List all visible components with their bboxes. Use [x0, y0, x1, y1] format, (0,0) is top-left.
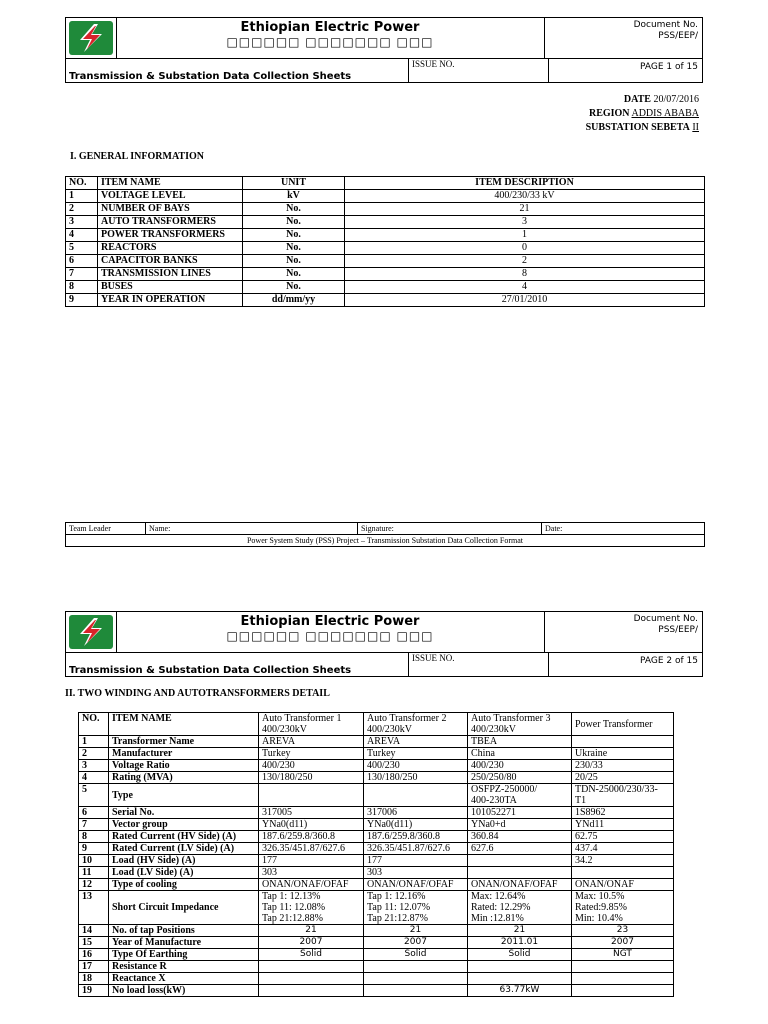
document-number-box: [544, 612, 702, 654]
cell: [259, 985, 364, 997]
section2-title: II. TWO WINDING AND AUTOTRANSFORMERS DETAIL: [65, 688, 330, 699]
table-row: [79, 843, 674, 855]
table-row: [79, 925, 674, 937]
cell: 130/180/250: [259, 772, 364, 784]
cell: 326.35/451.87/627.6: [364, 843, 468, 855]
region-label: REGION: [588, 108, 630, 119]
org-name: Ethiopian Electric Power: [240, 20, 420, 35]
cell: 2: [345, 255, 705, 268]
table-row: [79, 937, 674, 949]
cell: 3: [79, 760, 109, 772]
cell: 13: [79, 891, 109, 925]
sheet-title: Transmission & Substation Data Collection Sheets: [69, 71, 352, 82]
cell: TRANSMISSION LINES: [98, 268, 243, 281]
cell: 317005: [259, 807, 364, 819]
cell: 4: [79, 772, 109, 784]
table-row: [79, 772, 674, 784]
cell: Rated Current (HV Side) (A): [109, 831, 259, 843]
region-value: ADDIS ABABA: [631, 108, 699, 119]
table-row: [66, 255, 705, 268]
substation-name: SEBETA: [651, 122, 690, 133]
cell: 62.75: [572, 831, 674, 843]
col-header: ITEM NAME: [109, 713, 259, 736]
name-field: Name:: [146, 523, 358, 535]
cell: 19: [79, 985, 109, 997]
cell: 4: [345, 281, 705, 294]
cell: 400/230/33 kV: [345, 190, 705, 203]
table-row: [66, 268, 705, 281]
cell: 1: [66, 190, 98, 203]
cell: 2: [66, 203, 98, 216]
cell: NGT: [572, 949, 674, 961]
cell: [468, 867, 572, 879]
cell: 9: [66, 294, 98, 307]
col-header: NO.: [66, 177, 98, 190]
cell: 8: [345, 268, 705, 281]
table-row: [79, 855, 674, 867]
substation-suffix: II: [692, 122, 699, 133]
document-number-box: [544, 18, 702, 60]
cell: 1: [79, 736, 109, 748]
cell: 5: [66, 242, 98, 255]
cell: Transformer Name: [109, 736, 259, 748]
section1-title: I. GENERAL INFORMATION: [70, 151, 204, 162]
cell: ONAN/ONAF/OFAF: [259, 879, 364, 891]
cell: Type Of Earthing: [109, 949, 259, 961]
cell: [572, 985, 674, 997]
cell: 11: [79, 867, 109, 879]
table-row: [79, 867, 674, 879]
cell: 3: [66, 216, 98, 229]
cell: [468, 855, 572, 867]
cell: No load loss(kW): [109, 985, 259, 997]
cell: Rating (MVA): [109, 772, 259, 784]
doc-no-label: Document No.: [633, 20, 698, 30]
cell: kV: [243, 190, 345, 203]
cell: BUSES: [98, 281, 243, 294]
cell: Type: [109, 784, 259, 807]
table-row: [79, 748, 674, 760]
cell: 9: [79, 843, 109, 855]
cell: 18: [79, 973, 109, 985]
table-row: [66, 190, 705, 203]
org-name: Ethiopian Electric Power: [240, 614, 420, 629]
cell: NUMBER OF BAYS: [98, 203, 243, 216]
cell: AREVA: [364, 736, 468, 748]
cell: 2007: [259, 937, 364, 949]
header-row2: [66, 58, 702, 82]
cell: POWER TRANSFORMERS: [98, 229, 243, 242]
cell: Turkey: [259, 748, 364, 760]
cell: 5: [79, 784, 109, 807]
cell: AREVA: [259, 736, 364, 748]
cell: Reactance X: [109, 973, 259, 985]
cell: 8: [79, 831, 109, 843]
date-label: DATE: [623, 94, 651, 105]
cell: No.: [243, 281, 345, 294]
cell: 6: [66, 255, 98, 268]
cell: Year of Manufacture: [109, 937, 259, 949]
table-row: [79, 973, 674, 985]
cell: 437.4: [572, 843, 674, 855]
cell: 7: [66, 268, 98, 281]
cell: 250/250/80: [468, 772, 572, 784]
transformer-detail-table: [78, 712, 674, 997]
cell: 27/01/2010: [345, 294, 705, 307]
page2-header: [65, 611, 703, 677]
cell: No.: [243, 268, 345, 281]
col-header: ITEM DESCRIPTION: [345, 177, 705, 190]
table-row: [79, 949, 674, 961]
sheet-title: Transmission & Substation Data Collection Sheets: [69, 665, 352, 676]
cell: 21: [345, 203, 705, 216]
header-title-box: [116, 18, 545, 58]
cell: OSFPZ-250000/ 400-230TA: [468, 784, 572, 807]
page1-header: [65, 17, 703, 83]
project-row: [66, 535, 705, 547]
cell: 21: [259, 925, 364, 937]
page-number: PAGE 1 of 15: [640, 62, 698, 72]
cell: 1S8962: [572, 807, 674, 819]
org-name-local: □□□□□□ □□□□□□□ □□□: [226, 629, 434, 643]
cell: 4: [66, 229, 98, 242]
cell: 230/33: [572, 760, 674, 772]
cell: 3: [345, 216, 705, 229]
cell: YNa0(d11): [364, 819, 468, 831]
cell: 2011.01: [468, 937, 572, 949]
cell: YNa0(d11): [259, 819, 364, 831]
table-row: [79, 831, 674, 843]
project-title: Power System Study (PSS) Project – Transmission Substation Data Collection Format: [66, 535, 705, 547]
cell: Load (LV Side) (A): [109, 867, 259, 879]
cell: 101052271: [468, 807, 572, 819]
table-row: [66, 203, 705, 216]
col-header: Auto Transformer 1 400/230kV: [259, 713, 364, 736]
cell: Serial No.: [109, 807, 259, 819]
cell: 10: [79, 855, 109, 867]
cell: 177: [364, 855, 468, 867]
issue-no: ISSUE NO.: [408, 59, 549, 82]
cell: Tap 1: 12.16% Tap 11: 12.07% Tap 21:12.87%: [364, 891, 468, 925]
cell: 177: [259, 855, 364, 867]
cell: Solid: [364, 949, 468, 961]
page1-footer: [65, 522, 705, 547]
cell: 0: [345, 242, 705, 255]
general-info-table: [65, 176, 705, 307]
cell: Ukraine: [572, 748, 674, 760]
cell: 12: [79, 879, 109, 891]
table-header-row: [79, 713, 674, 736]
cell: VOLTAGE LEVEL: [98, 190, 243, 203]
cell: 360.84: [468, 831, 572, 843]
col-header: Auto Transformer 3 400/230kV: [468, 713, 572, 736]
cell: [468, 961, 572, 973]
header-title-box: [116, 612, 545, 652]
cell: [259, 784, 364, 807]
cell: Type of cooling: [109, 879, 259, 891]
cell: 317006: [364, 807, 468, 819]
cell: TDN-25000/230/33- T1: [572, 784, 674, 807]
cell: Solid: [468, 949, 572, 961]
cell: 6: [79, 807, 109, 819]
cell: Rated Current (LV Side) (A): [109, 843, 259, 855]
cell: 23: [572, 925, 674, 937]
substation-line: [586, 122, 699, 133]
cell: 2007: [572, 937, 674, 949]
cell: ONAN/ONAF/OFAF: [468, 879, 572, 891]
cell: 16: [79, 949, 109, 961]
date-value: 20/07/2016: [653, 94, 699, 105]
cell: [364, 985, 468, 997]
cell: No.: [243, 242, 345, 255]
cell: 15: [79, 937, 109, 949]
table-row: [79, 807, 674, 819]
cell: 1: [345, 229, 705, 242]
cell: YNd11: [572, 819, 674, 831]
cell: 2007: [364, 937, 468, 949]
doc-no-label: Document No.: [633, 614, 698, 624]
cell: [572, 961, 674, 973]
cell: dd/mm/yy: [243, 294, 345, 307]
cell: 400/230: [259, 760, 364, 772]
substation-label: SUBSTATION: [585, 122, 649, 133]
cell: [259, 961, 364, 973]
header-row2: [66, 652, 702, 676]
cell: [364, 973, 468, 985]
signature-row: [66, 523, 705, 535]
cell: Tap 1: 12.13% Tap 11: 12.08% Tap 21:12.88%: [259, 891, 364, 925]
cell: No.: [243, 255, 345, 268]
cell: 63.77kW: [468, 985, 572, 997]
col-header: Power Transformer: [572, 713, 674, 736]
cell: YNa0+d: [468, 819, 572, 831]
region-line: [589, 108, 699, 119]
cell: 8: [66, 281, 98, 294]
cell: 303: [259, 867, 364, 879]
cell: 34.2: [572, 855, 674, 867]
cell: TBEA: [468, 736, 572, 748]
cell: Resistance R: [109, 961, 259, 973]
cell: [572, 736, 674, 748]
cell: Manufacturer: [109, 748, 259, 760]
cell: 187.6/259.8/360.8: [364, 831, 468, 843]
cell: 303: [364, 867, 468, 879]
cell: 627.6: [468, 843, 572, 855]
cell: 2: [79, 748, 109, 760]
table-row: [79, 961, 674, 973]
cell: 400/230: [468, 760, 572, 772]
cell: 326.35/451.87/627.6: [259, 843, 364, 855]
cell: [259, 973, 364, 985]
cell: Vector group: [109, 819, 259, 831]
table-row: [66, 242, 705, 255]
table-row: [79, 760, 674, 772]
cell: CAPACITOR BANKS: [98, 255, 243, 268]
eep-logo: [66, 18, 117, 58]
cell: AUTO TRANSFORMERS: [98, 216, 243, 229]
eep-logo: [66, 612, 117, 652]
cell: 130/180/250: [364, 772, 468, 784]
cell: 187.6/259.8/360.8: [259, 831, 364, 843]
cell: Max: 12.64% Rated: 12.29% Min :12.81%: [468, 891, 572, 925]
cell: Short Circuit Impedance: [109, 891, 259, 925]
issue-no: ISSUE NO.: [408, 653, 549, 676]
cell: REACTORS: [98, 242, 243, 255]
cell: No.: [243, 203, 345, 216]
table-header-row: [66, 177, 705, 190]
cell: 14: [79, 925, 109, 937]
cell: Load (HV Side) (A): [109, 855, 259, 867]
cell: [468, 973, 572, 985]
cell: ONAN/ONAF: [572, 879, 674, 891]
cell: Voltage Ratio: [109, 760, 259, 772]
table-row: [79, 985, 674, 997]
signature-field: Signature:: [358, 523, 542, 535]
org-name-local: □□□□□□ □□□□□□□ □□□: [226, 35, 434, 49]
table-row: [79, 891, 674, 925]
col-header: ITEM NAME: [98, 177, 243, 190]
cell: Max: 10.5% Rated:9.85% Min: 10.4%: [572, 891, 674, 925]
date-field: Date:: [542, 523, 705, 535]
cell: Solid: [259, 949, 364, 961]
doc-no: PSS/EEP/: [658, 31, 698, 41]
cell: No. of tap Positions: [109, 925, 259, 937]
date-line: [624, 94, 699, 105]
cell: 17: [79, 961, 109, 973]
cell: ONAN/ONAF/OFAF: [364, 879, 468, 891]
cell: 21: [468, 925, 572, 937]
table-row: [66, 281, 705, 294]
cell: 7: [79, 819, 109, 831]
page-number: PAGE 2 of 15: [640, 656, 698, 666]
table-row: [79, 819, 674, 831]
cell: Turkey: [364, 748, 468, 760]
cell: 21: [364, 925, 468, 937]
table-row: [66, 229, 705, 242]
cell: No.: [243, 229, 345, 242]
cell: [572, 867, 674, 879]
cell: [364, 784, 468, 807]
cell: [364, 961, 468, 973]
cell: YEAR IN OPERATION: [98, 294, 243, 307]
team-leader-label: Team Leader: [66, 523, 146, 535]
cell: [572, 973, 674, 985]
cell: China: [468, 748, 572, 760]
cell: 20/25: [572, 772, 674, 784]
col-header: NO.: [79, 713, 109, 736]
table-row: [79, 784, 674, 807]
cell: No.: [243, 216, 345, 229]
table-row: [66, 294, 705, 307]
col-header: Auto Transformer 2 400/230kV: [364, 713, 468, 736]
cell: 400/230: [364, 760, 468, 772]
table-row: [66, 216, 705, 229]
table-row: [79, 736, 674, 748]
table-row: [79, 879, 674, 891]
doc-no: PSS/EEP/: [658, 625, 698, 635]
col-header: UNIT: [243, 177, 345, 190]
